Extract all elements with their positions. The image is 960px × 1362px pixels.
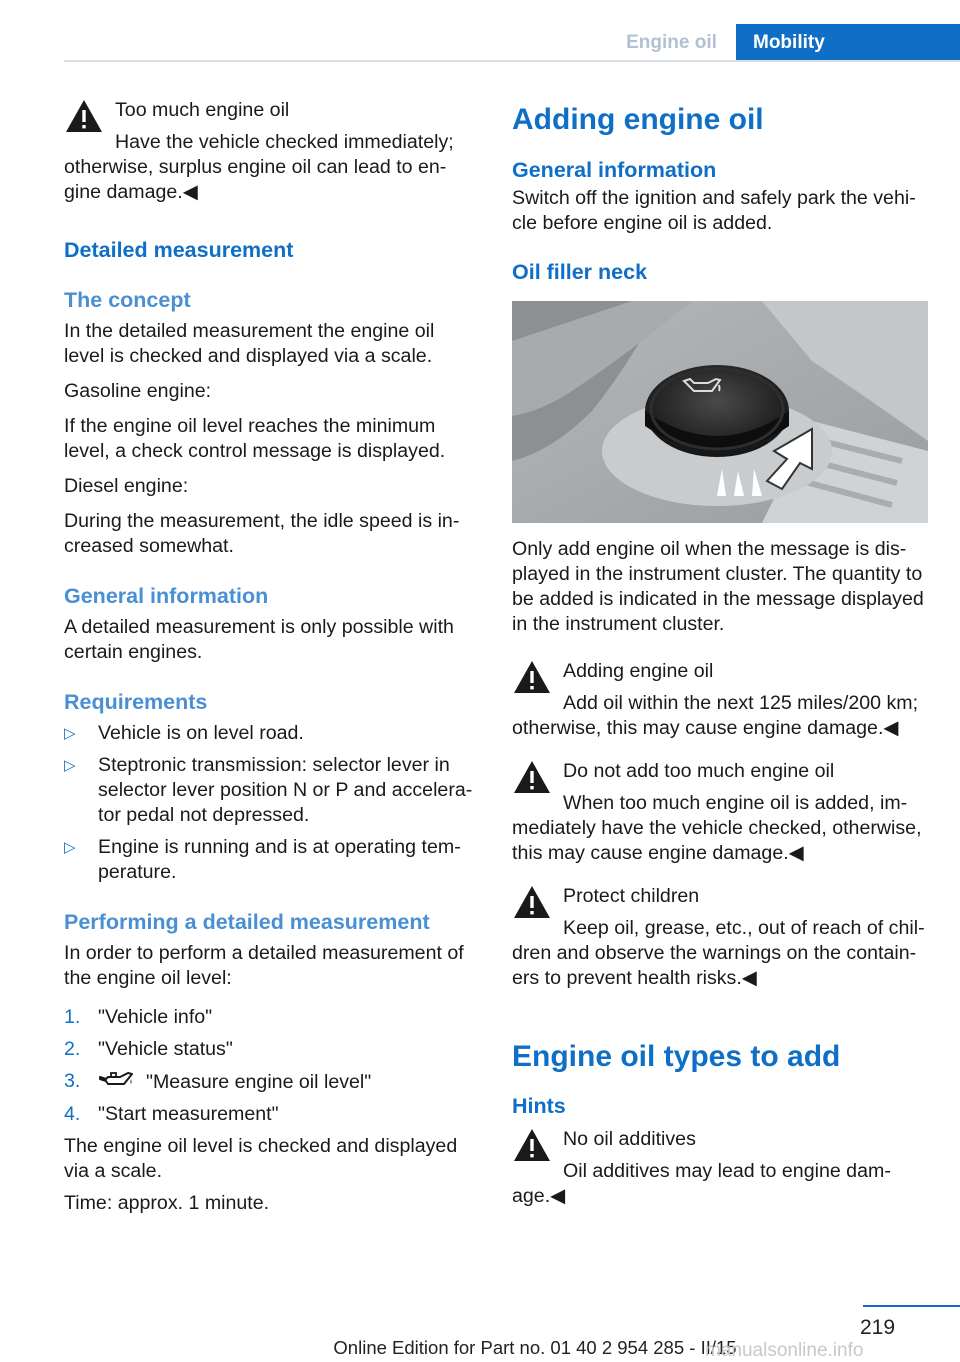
gasoline-label: Gasoline engine:	[64, 380, 212, 402]
header-chapter-tab: Mobility	[736, 24, 960, 62]
triangle-bullet-icon: ▷	[64, 757, 76, 774]
warning-triangle-icon	[512, 759, 552, 795]
detailed-measurement-heading: Detailed measurement	[64, 238, 294, 262]
warning-no-oil-additives	[512, 1127, 928, 1209]
time-text: Time: approx. 1 minute.	[64, 1192, 270, 1214]
warning-protect-children	[512, 884, 928, 991]
warning-body: Have the vehicle checked immediately; otherwise, surplus engine oil can lead to engine damage.◀	[64, 131, 454, 203]
warning-title: No oil additives	[563, 1128, 696, 1150]
requirements-list	[64, 721, 476, 885]
warning-body: Add oil within the next 125 miles/200 km; otherwise, this may cause engine damage.◀	[512, 692, 919, 739]
warning-title: Protect children	[563, 885, 700, 907]
list-item: ▷ Engine is running and is at operating temperature.	[64, 836, 461, 883]
warning-triangle-icon	[512, 1127, 552, 1163]
warning-body: Keep oil, grease, etc., out of reach of children and observe the warnings on the containers to prevent health risks.◀	[512, 917, 925, 989]
list-item: 4. "Start measurement"	[64, 1103, 279, 1125]
oil-filler-neck-image	[512, 301, 928, 523]
requirements-heading: Requirements	[64, 690, 208, 714]
hints-heading: Hints	[512, 1094, 566, 1118]
general-information-text: Switch off the ignition and safely park the vehicle before engine oil is added.	[512, 187, 916, 234]
warning-too-much-oil	[512, 759, 928, 866]
footer-rule	[863, 1305, 960, 1307]
only-add-text: Only add engine oil when the message is displayed in the instrument cluster. The quantity to be added is indicated in the message displayed in the instrument cluster.	[512, 538, 924, 635]
oil-can-icon	[98, 1069, 134, 1091]
warning-triangle-icon	[512, 659, 552, 695]
list-item: 2. "Vehicle status"	[64, 1038, 233, 1060]
page-number: 219	[860, 1316, 896, 1339]
triangle-bullet-icon: ▷	[64, 839, 76, 856]
warning-title: Adding engine oil	[563, 660, 714, 682]
edition-text: Online Edition for Part no. 01 40 2 954 285 - II/15	[333, 1337, 737, 1358]
header-rule	[64, 60, 960, 62]
left-column	[64, 98, 476, 1216]
warning-triangle-icon	[64, 98, 104, 134]
watermark: manualsonline.info	[705, 1340, 864, 1361]
general-information-heading: General information	[64, 584, 269, 608]
diesel-label: Diesel engine:	[64, 475, 189, 497]
performing-measurement-heading: Performing a detailed measurement	[64, 910, 430, 934]
concept-text: In the detailed measurement the engine oil level is checked and displayed via a scale.	[64, 320, 435, 367]
steps-list	[64, 1005, 476, 1127]
concept-heading: The concept	[64, 288, 191, 312]
warning-body: Oil additives may lead to engine damage.◀	[512, 1160, 891, 1207]
adding-engine-oil-heading: Adding engine oil	[512, 103, 764, 136]
right-column	[512, 98, 928, 1209]
triangle-bullet-icon: ▷	[64, 725, 76, 742]
gasoline-text: If the engine oil level reaches the minimum level, a check control message is displayed.	[64, 415, 446, 462]
warning-title: Do not add too much engine oil	[563, 760, 835, 782]
oil-filler-neck-heading: Oil filler neck	[512, 260, 648, 284]
performing-text: In order to perform a detailed measurement of the engine oil level:	[64, 942, 464, 989]
list-item: 3. "Measure engine oil level"	[64, 1070, 372, 1093]
general-information-text: A detailed measurement is only possible with certain engines.	[64, 616, 454, 663]
list-item: 1. "Vehicle info"	[64, 1006, 213, 1028]
result-text: The engine oil level is checked and displayed via a scale.	[64, 1135, 458, 1182]
warning-too-much-oil	[64, 98, 476, 205]
warning-title: Too much engine oil	[115, 99, 290, 121]
engine-oil-types-heading: Engine oil types to add	[512, 1040, 841, 1073]
general-information-heading: General information	[512, 158, 717, 182]
warning-adding-engine-oil	[512, 659, 928, 741]
warning-body: When too much engine oil is added, immediately have the vehicle checked, otherwise, this may cause engine damage.◀	[512, 792, 922, 864]
warning-triangle-icon	[512, 884, 552, 920]
diesel-text: During the measurement, the idle speed is increased somewhat.	[64, 510, 460, 557]
list-item: ▷ Steptronic transmission: selector lever in selector lever position N or P and accelerator pedal not depressed.	[64, 754, 473, 826]
list-item: ▷ Vehicle is on level road.	[64, 722, 304, 744]
header-section-tab: Engine oil	[626, 32, 717, 53]
